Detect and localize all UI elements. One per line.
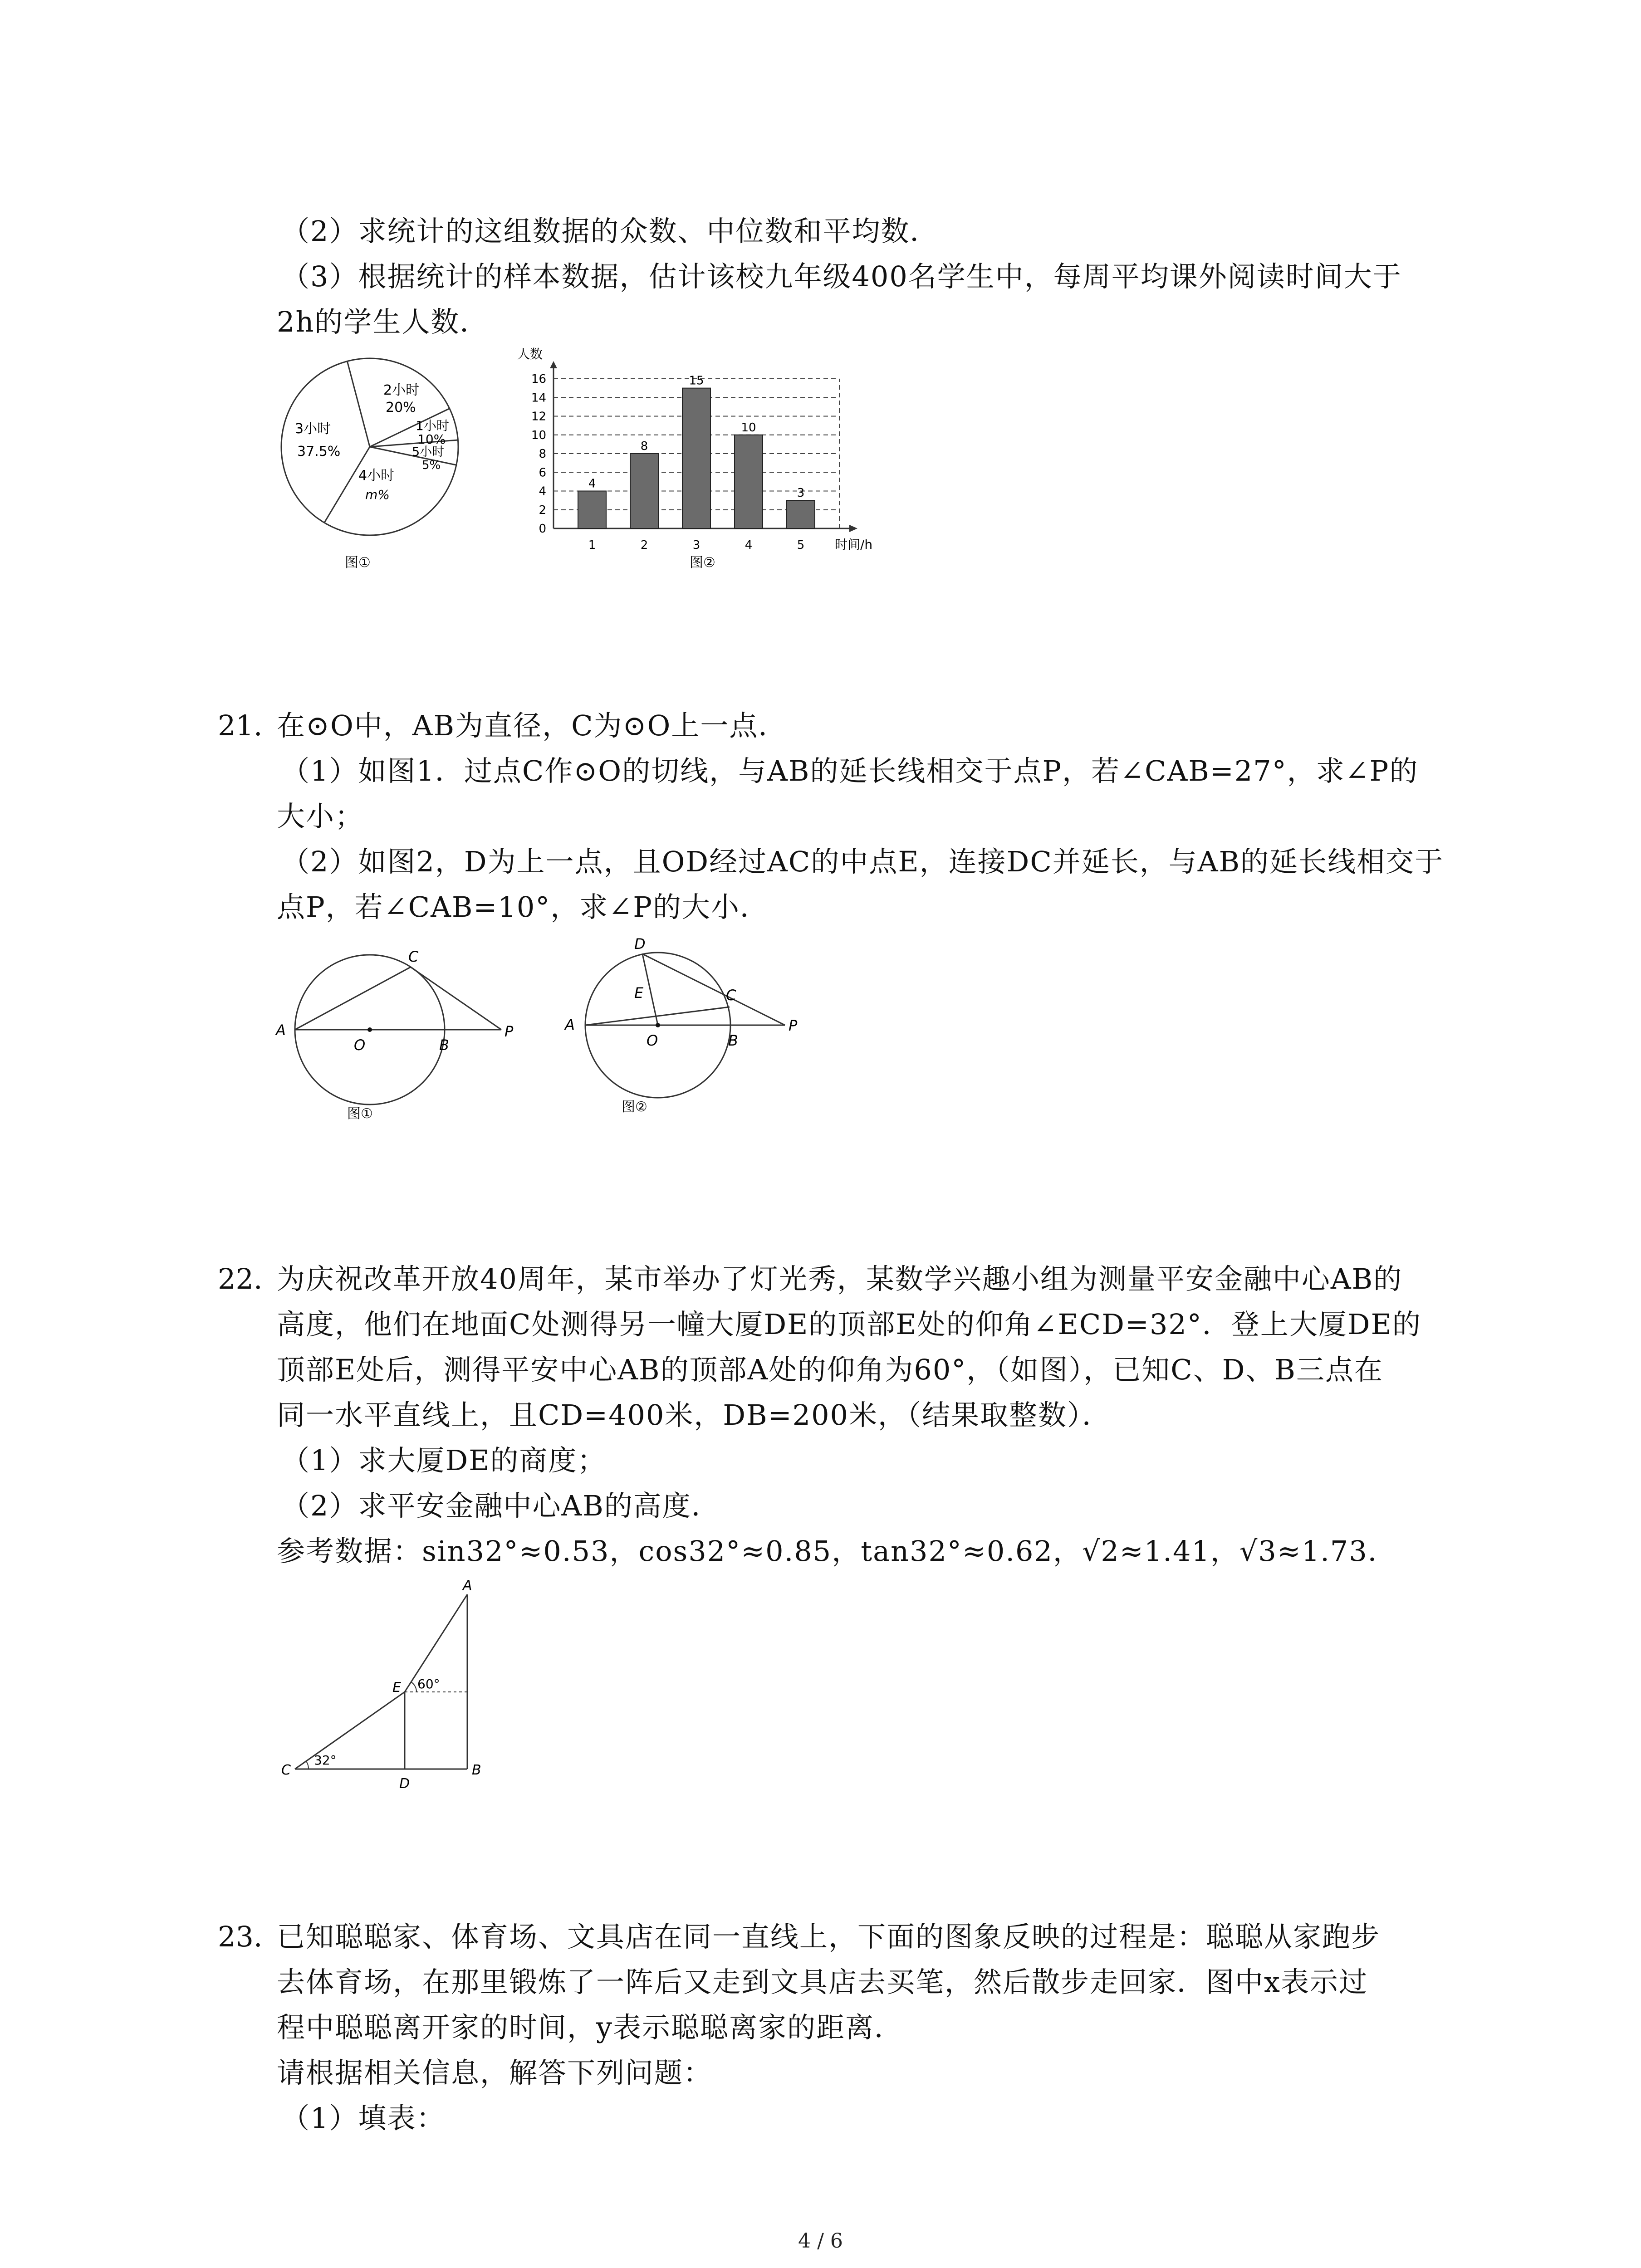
bar-2 — [630, 454, 658, 528]
bar-y-tick-label: 16 — [531, 372, 546, 386]
q22-line1: 为庆祝改革开放40周年，某市举办了灯光秀，某数学兴趣小组为测量平安金融中心AB的 — [277, 1262, 1403, 1295]
pie-pct-1h: 10% — [417, 432, 446, 447]
q22-number: 22. — [218, 1262, 263, 1295]
q23-line4: 请根据相关信息，解答下列问题： — [277, 2056, 713, 2089]
q23-number: 23. — [218, 1920, 263, 1953]
q23-line2: 去体育场，在那里锻炼了一阵后又走到文具店去买笔，然后散步走回家．图中x表示过 — [277, 1965, 1368, 1999]
fig2-label-C: C — [726, 987, 736, 1004]
q21-figure-2 — [558, 925, 803, 1125]
q22-line3: 顶部E处后，测得平安中心AB的顶部A处的仰角为60°，（如图），已知C、D、B三点在 — [277, 1353, 1383, 1386]
bar-4 — [735, 435, 763, 528]
bar-y-tick-label: 12 — [531, 410, 546, 424]
fig2-label-O: O — [647, 1032, 658, 1049]
q22-label-C: C — [281, 1762, 291, 1778]
bar-y-tick-label: 2 — [539, 503, 546, 517]
pie-pct-3h: 37.5% — [297, 444, 341, 459]
q22-reference-data: 参考数据：sin32°≈0.53，cos32°≈0.85，tan32°≈0.62，√2≈1.41，√3≈1.73． — [277, 1535, 1397, 1568]
bar-value-label: 8 — [640, 440, 648, 453]
fig2-label-E: E — [634, 984, 644, 1002]
bar-x-axis-arrow — [849, 525, 857, 532]
bar-y-tick-label: 0 — [539, 522, 546, 536]
q21-stem: 在⊙O中，AB为直径，C为⊙O上一点． — [277, 709, 788, 742]
bar-y-tick-label: 8 — [539, 447, 546, 461]
bar-y-tick-label: 14 — [531, 391, 546, 405]
pie-pct-2h: 20% — [386, 400, 416, 415]
pie-pct-5h: 5% — [422, 459, 441, 472]
bar-x-tick-label: 5 — [797, 538, 805, 552]
fig2-label-P: P — [789, 1017, 798, 1034]
q22-line2: 高度，他们在地面C处测得另一幢大厦DE的顶部E处的仰角∠ECD=32°．登上大厦DE的 — [277, 1308, 1421, 1341]
q20-part2: （2）求统计的这组数据的众数、中位数和平均数． — [281, 215, 939, 248]
q22-label-E: E — [392, 1680, 401, 1696]
bar-y-tick-label: 6 — [539, 466, 546, 480]
pie-chart-figure — [277, 354, 467, 590]
fig2-caption: 图② — [622, 1099, 647, 1115]
q22-label-D: D — [399, 1776, 410, 1792]
q22-label-B: B — [472, 1762, 481, 1778]
q22-angle-32: 32° — [314, 1753, 337, 1768]
page-number: 4 / 6 — [798, 2229, 843, 2253]
bar-y-axis-arrow — [550, 361, 557, 368]
bar-5 — [787, 500, 815, 528]
bar-1 — [578, 491, 606, 529]
q23-part1: （1）填表： — [281, 2102, 446, 2135]
pie-caption: 图① — [345, 555, 371, 571]
fig2-label-B: B — [728, 1032, 738, 1049]
q21-figure-1 — [272, 939, 526, 1139]
pie-label-3h: 3小时 — [295, 421, 331, 437]
fig1-label-B: B — [439, 1036, 449, 1054]
q22-part1: （1）求大厦DE的商度； — [281, 1444, 607, 1477]
q22-line4: 同一水平直线上，且CD=400米，DB=200米，（结果取整数）． — [277, 1398, 1111, 1432]
q23-line1: 已知聪聪家、体育场、文具店在同一直线上，下面的图象反映的过程是：聪聪从家跑步 — [277, 1920, 1381, 1953]
bar-3 — [682, 388, 710, 528]
bar-xlabel: 时间/h — [835, 537, 873, 552]
bar-value-label: 3 — [797, 486, 805, 500]
bar-value-label: 10 — [741, 420, 756, 435]
bar-y-tick-label: 10 — [531, 428, 546, 442]
q21-part1-line1: （1）如图1．过点C作⊙O的切线，与AB的延长线相交于点P，若∠CAB=27°，求∠P的 — [281, 754, 1419, 787]
pie-label-5h: 5小时 — [412, 445, 445, 459]
fig1-label-C: C — [408, 948, 419, 965]
fig1-label-A: A — [276, 1022, 286, 1039]
fig1-label-O: O — [354, 1036, 366, 1054]
bar-x-tick-label: 1 — [588, 538, 596, 552]
fig2-label-A: A — [565, 1016, 575, 1033]
q21-number: 21. — [218, 709, 263, 742]
bar-y-tick-label: 4 — [539, 484, 546, 499]
q21-part2-line2: 点P，若∠CAB=10°，求∠P的大小． — [277, 890, 769, 924]
q22-label-A: A — [463, 1578, 472, 1593]
bar-x-tick-label: 3 — [692, 538, 700, 552]
q22-part2: （2）求平安金融中心AB的高度． — [281, 1489, 720, 1522]
q20-part3-line2: 2h的学生人数． — [277, 305, 489, 338]
q22-angle-60: 60° — [417, 1677, 440, 1691]
q22-figure — [272, 1569, 508, 1796]
q23-line3: 程中聪聪离开家的时间，y表示聪聪离家的距离． — [277, 2011, 904, 2044]
bar-chart-figure — [513, 345, 912, 581]
bar-x-tick-label: 2 — [640, 538, 648, 552]
pie-pct-4h: m% — [365, 487, 390, 502]
fig1-label-P: P — [505, 1023, 514, 1040]
q20-part3-line1: （3）根据统计的样本数据，估计该校九年级400名学生中，每周平均课外阅读时间大于 — [281, 260, 1402, 293]
q21-part2-line1: （2）如图2，D为上一点，且OD经过AC的中点E，连接DC并延长，与AB的延长线相交于 — [281, 845, 1444, 878]
pie-label-1h: 1小时 — [416, 418, 449, 433]
bar-value-label: 4 — [588, 477, 596, 491]
fig2-label-D: D — [634, 935, 646, 953]
bar-caption: 图② — [690, 555, 715, 571]
bar-value-label: 15 — [689, 374, 704, 388]
fig1-caption: 图① — [347, 1106, 373, 1122]
bar-x-tick-label: 4 — [745, 538, 753, 552]
q21-part1-line2: 大小； — [277, 800, 364, 833]
bar-ylabel: 人数 — [517, 347, 543, 362]
pie-label-2h: 2小时 — [383, 382, 420, 398]
pie-label-4h: 4小时 — [358, 468, 395, 484]
